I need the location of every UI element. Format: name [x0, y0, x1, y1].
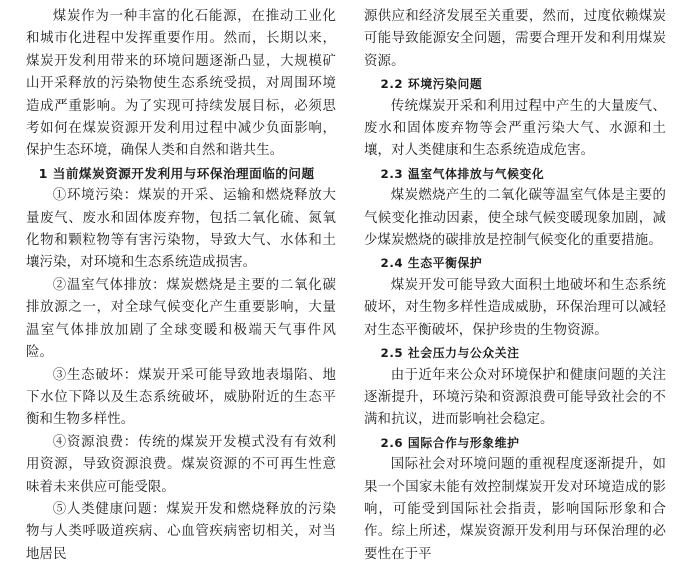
left-column — [26, 6, 336, 566]
section-2-2-text: 传统煤炭开采和利用过程中产生的大量废气、废水和固体废弃物等会严重污染大气、水源和土壤，对人类健康和生态系统造成危害。 — [364, 98, 666, 159]
section-2-6-heading: 2.6 国际合作与形象维护 — [380, 435, 520, 450]
section-2-4-text: 煤炭开发可能导致大面积土地破坏和生态系统破坏，对生物多样性造成威胁，环保治理可以减轻对生态平衡破坏，保护珍贵的生物资源。 — [364, 277, 666, 338]
item-environmental-pollution: ①环境污染：煤炭的开采、运输和燃烧释放大量废气、废水和固体废弃物，包括二氧化硫、氮氧化物和颗粒物等有害污染物，导致大气、水体和土壤污染，对环境和生态系统造成损害。 — [26, 188, 336, 271]
intro-paragraph: 煤炭作为一种丰富的化石能源，在推动工业化和城市化进程中发挥重要作用。然而，长期以来，煤炭开发利用带来的环境问题逐渐凸显，大规模矿山开采释放的污染物使生态系统受损，对周围环境造成严重影响。为了实现可持续发展目标，必须思考如何在煤炭资源开发利用过程中减少负面影响，保护生态环境，确保人类和自然和谐共生。 — [26, 9, 336, 159]
item-resource-waste: ④资源浪费：传统的煤炭开发模式没有有效利用资源，导致资源浪费。煤炭资源的不可再生性意味着未来供应可能受限。 — [26, 434, 336, 495]
section-2-2-heading: 2.2 环境污染问题 — [380, 77, 483, 92]
section-2-3-heading: 2.3 温室气体排放与气候变化 — [380, 166, 545, 181]
section-2-4-heading: 2.4 生态平衡保护 — [380, 256, 483, 271]
section-2-3-text: 煤炭燃烧产生的二氧化碳等温室气体是主要的气候变化推动因素，使全球气候变暖现象加剧，减少煤炭燃烧的碳排放是控制气候变化的重要措施。 — [364, 188, 666, 249]
section-2-5-text: 由于近年来公众对环境保护和健康问题的关注逐渐提升，环境污染和资源浪费可能导致社会的不满和抗议，进而影响社会稳定。 — [364, 367, 666, 428]
section-2-6-text: 国际社会对环境问题的重视程度逐渐提升，如果一个国家未能有效控制煤炭开发对环境造成的影响，可能受到国际社会指责，影响国际形象和合作。综上所述，煤炭资源开发利用与环保治理的必要性在于平 — [364, 457, 666, 562]
item-human-health: ⑤人类健康问题：煤炭开发和燃烧释放的污染物与人类呼吸道疾病、心血管疾病密切相关，对当地居民 — [26, 501, 336, 562]
section-1-heading: 1 当前煤炭资源开发利用与环保治理面临的问题 — [38, 165, 315, 181]
section-2-5-heading: 2.5 社会压力与公众关注 — [380, 346, 520, 361]
continuation-paragraph: 源供应和经济发展至关重要，然而，过度依赖煤炭可能导致能源安全问题，需要合理开发和利用煤炭资源。 — [364, 9, 666, 69]
item-ecological-damage: ③生态破坏：煤炭开采可能导致地表塌陷、地下水位下降以及生态系统破坏，威胁附近的生态平衡和生物多样性。 — [26, 367, 336, 428]
item-greenhouse-emissions: ②温室气体排放：煤炭燃烧是主要的二氧化碳排放源之一，对全球气候变化产生重要影响，大量温室气体排放加剧了全球变暖和极端天气事件风险。 — [26, 277, 336, 361]
right-column — [364, 6, 666, 566]
